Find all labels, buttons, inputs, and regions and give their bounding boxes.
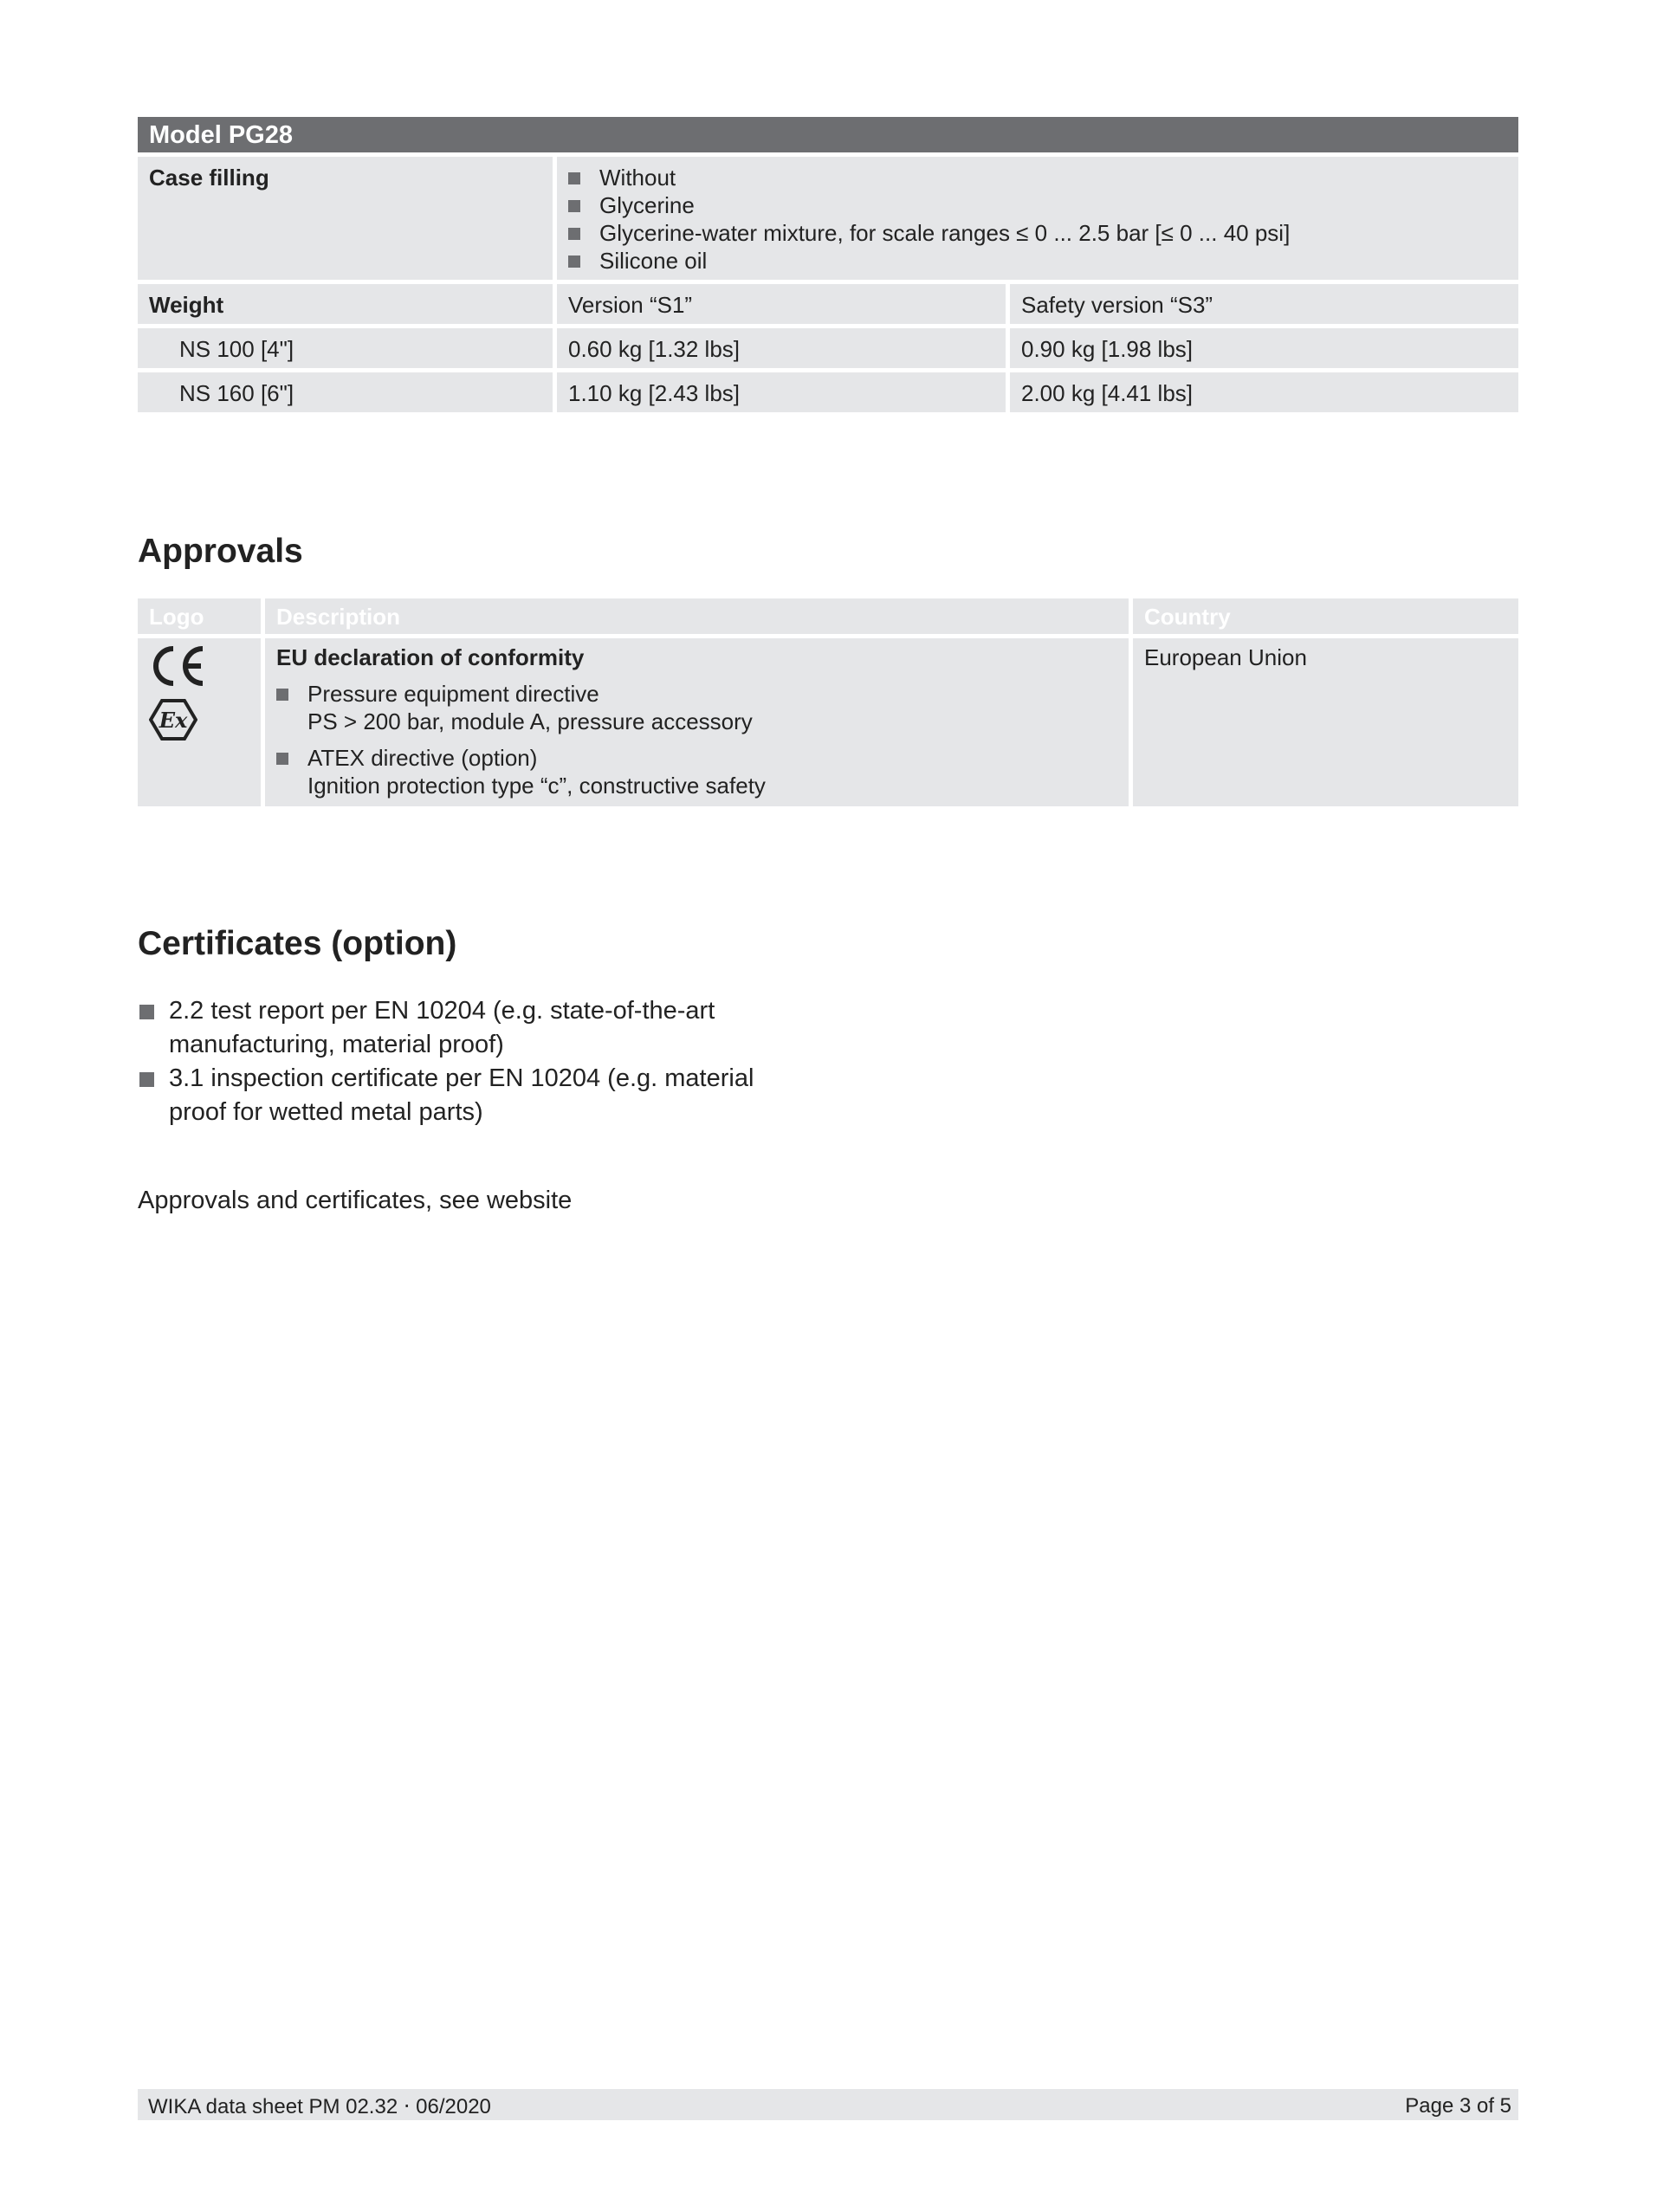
weight-size: NS 100 [4"]: [138, 328, 557, 368]
weight-row: [138, 328, 1518, 368]
directive-detail: PS > 200 bar, module A, pressure accessory: [307, 708, 753, 734]
model-spec-table: [138, 113, 1518, 417]
datasheet-page: [138, 117, 1518, 1216]
approvals-table: [138, 594, 1518, 811]
weight-value-s1: 0.60 kg [1.32 lbs]: [557, 328, 1010, 368]
case-filling-option: Glycerine-water mixture, for scale ranges ≤ 0 ... 2.5 bar [≤ 0 ... 40 psi]: [568, 219, 1507, 247]
model-title: Model PG28: [138, 117, 1518, 152]
ex-mark-icon: [149, 698, 197, 741]
directive-detail: Ignition protection type “c”, constructive safety: [307, 773, 766, 799]
approval-country: European Union: [1133, 638, 1518, 806]
directive-name: Pressure equipment directive: [307, 681, 599, 707]
weight-value-s3: 0.90 kg [1.98 lbs]: [1010, 328, 1518, 368]
certificates-list: [138, 994, 761, 1129]
footer-page-number: Page 3 of 5: [1405, 2094, 1511, 2118]
case-filling-option: Silicone oil: [568, 247, 1507, 275]
weight-row: [138, 372, 1518, 412]
weight-size: NS 160 [6"]: [138, 372, 557, 412]
approval-logos: [138, 638, 265, 806]
model-header-row: [138, 117, 1518, 152]
certificate-line: proof for wetted metal parts): [169, 1098, 483, 1126]
page-footer: [138, 2089, 1518, 2120]
weight-value-s3: 2.00 kg [4.41 lbs]: [1010, 372, 1518, 412]
case-filling-options: [557, 157, 1518, 280]
weight-label: Weight: [138, 284, 557, 324]
case-filling-row: [138, 157, 1518, 280]
weight-value-s1: 1.10 kg [2.43 lbs]: [557, 372, 1010, 412]
directive-item: [276, 744, 1117, 799]
case-filling-option: Without: [568, 164, 1507, 191]
approval-row: [138, 638, 1518, 806]
logo-column-header: Logo: [138, 598, 265, 634]
certificate-line: 3.1 inspection certificate per EN 10204 (e.g. material: [169, 1064, 754, 1092]
certificate-item: [138, 994, 761, 1062]
case-filling-option: Glycerine: [568, 191, 1507, 219]
certificate-line: manufacturing, material proof): [169, 1031, 504, 1058]
directive-name: ATEX directive (option): [307, 745, 538, 771]
case-filling-label: Case filling: [138, 157, 557, 280]
svg-text:Ex: Ex: [159, 708, 188, 733]
directive-item: [276, 680, 1117, 735]
certificate-line: 2.2 test report per EN 10204 (e.g. state-of-the-art: [169, 997, 715, 1025]
approval-directives: [276, 680, 1117, 799]
weight-col-s1: Version “S1”: [557, 284, 1010, 324]
approvals-header-row: [138, 598, 1518, 634]
approval-title: EU declaration of conformity: [276, 644, 585, 670]
approvals-note: Approvals and certificates, see website: [138, 1187, 573, 1214]
description-column-header: Description: [265, 598, 1133, 634]
approvals-heading: Approvals: [138, 533, 303, 570]
certificate-item: [138, 1062, 761, 1129]
ce-mark-icon: [149, 644, 210, 689]
weight-header-row: [138, 284, 1518, 324]
footer-document-id: WIKA data sheet PM 02.32 ⋅ 06/2020: [148, 2095, 491, 2118]
weight-col-s3: Safety version “S3”: [1010, 284, 1518, 324]
approval-description: [265, 638, 1133, 806]
certificates-heading: Certificates (option): [138, 925, 457, 962]
country-column-header: Country: [1133, 598, 1518, 634]
